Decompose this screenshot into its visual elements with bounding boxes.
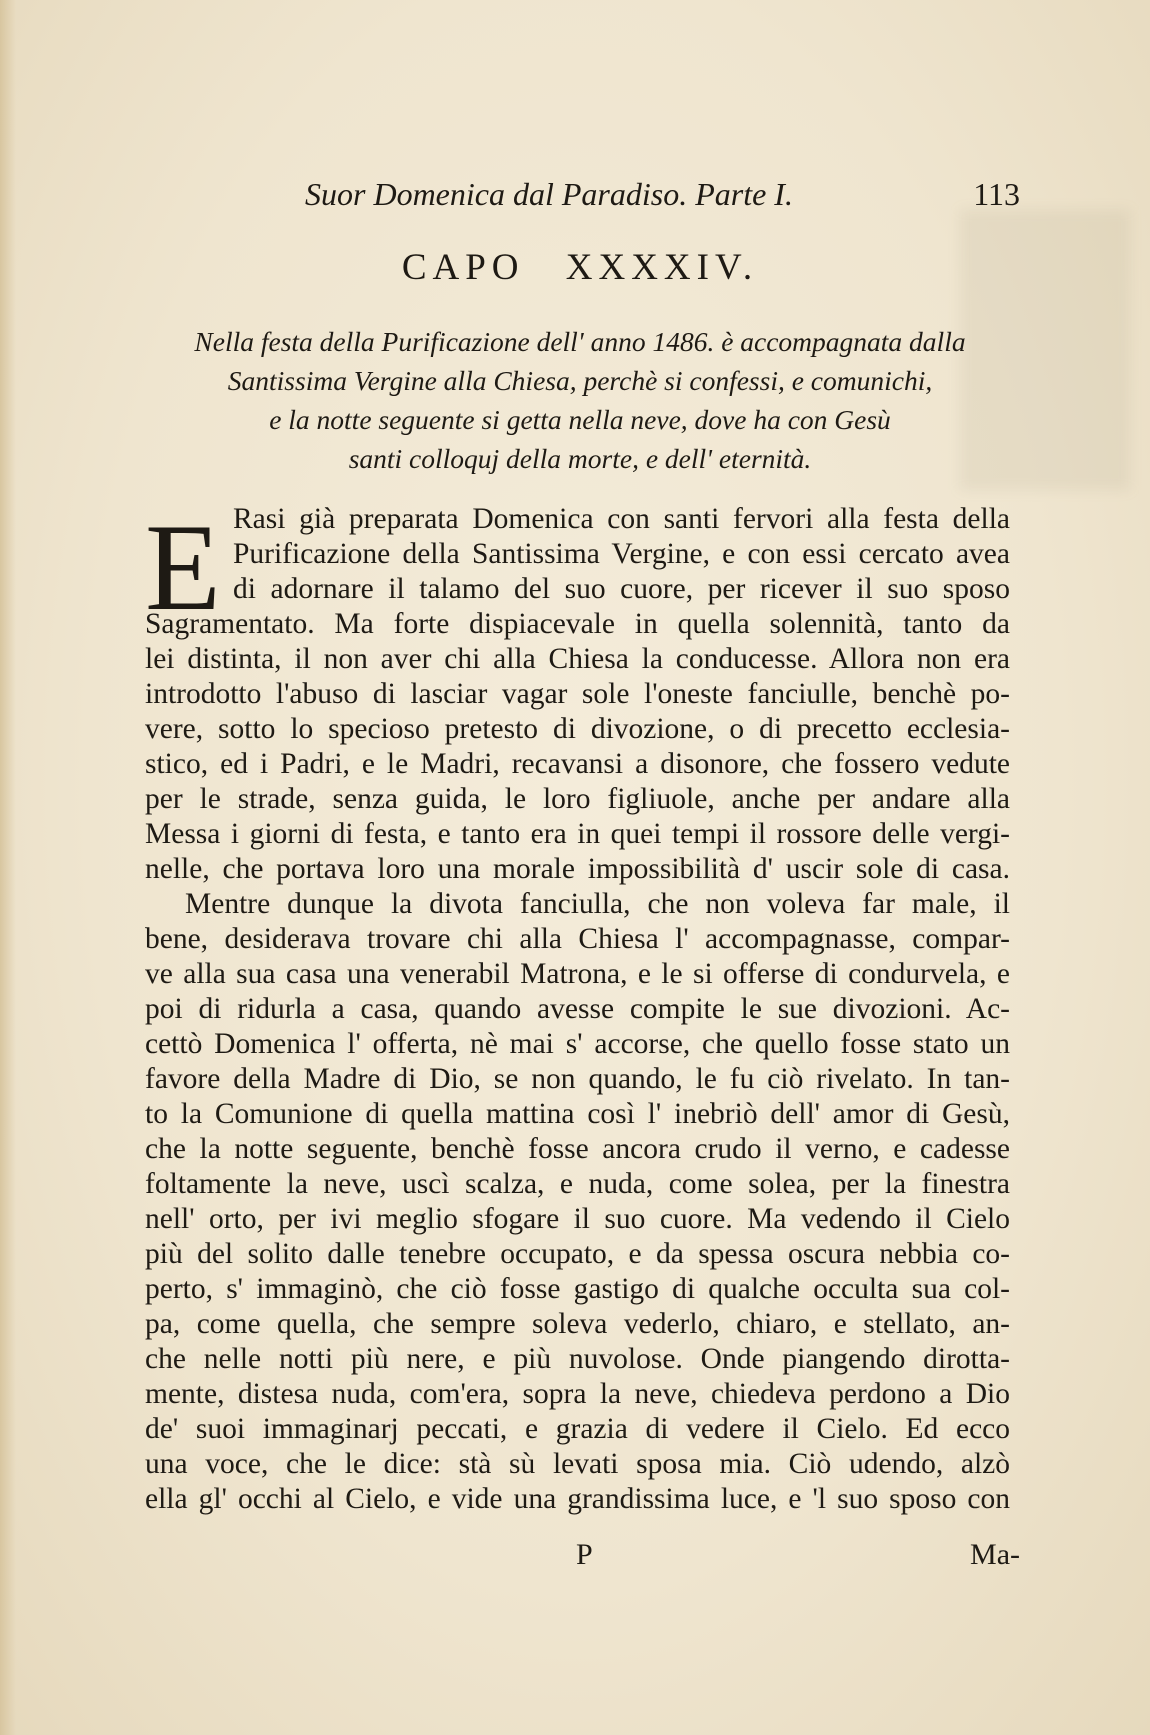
text-line: di adornare il talamo del suo cuore, per ricever il suo sposo: [233, 573, 1010, 605]
text-line: Sagramentato. Ma forte dispiacevale in quella solennità, tanto da: [145, 608, 1010, 640]
text-line: bene, desiderava trovare chi alla Chiesa l' accompagnasse, compar-: [145, 923, 1010, 955]
chapter-summary: [140, 322, 1020, 478]
text-line: vere, sotto lo specioso pretesto di divozione, o di precetto ecclesia-: [145, 713, 1010, 745]
text-line: per le strade, senza guida, le loro figliuole, anche per andare alla: [145, 783, 1010, 815]
text-line: una voce, che le dice: stà sù levati sposa mia. Ciò udendo, alzò: [145, 1448, 1010, 1480]
text-line: che la notte seguente, benchè fosse ancora crudo il verno, e cadesse: [145, 1133, 1010, 1165]
summary-line: Nella festa della Purificazione dell' anno 1486. è accompagnata dalla: [194, 326, 966, 357]
page-number: 113: [973, 176, 1020, 212]
text-line: Mentre dunque la divota fanciulla, che non voleva far male, il: [185, 888, 1010, 920]
body-text: [145, 499, 1010, 1517]
text-line: Messa i giorni di festa, e tanto era in quei tempi il rossore delle vergi-: [145, 818, 1010, 850]
text-line: pa, come quella, che sempre soleva vederlo, chiaro, e stellato, an-: [145, 1308, 1010, 1340]
text-line: ve alla sua casa una venerabil Matrona, e le si offerse di condurvela, e: [145, 958, 1010, 990]
running-head: [140, 176, 1020, 216]
summary-line: e la notte seguente si getta nella neve, dove ha con Gesù: [269, 404, 891, 435]
text-line: Rasi già preparata Domenica con santi fervori alla festa della: [233, 503, 1010, 535]
text-line: ella gl' occhi al Cielo, e vide una grandissima luce, e 'l suo sposo con: [145, 1483, 1010, 1515]
text-line: stico, ed i Padri, e le Madri, recavansi a disonore, che fossero vedute: [145, 748, 1010, 780]
text-line: nelle, che portava loro una morale impossibilità d' uscir sole di casa.: [145, 853, 1010, 885]
running-head-title: Suor Domenica dal Paradiso. Parte I.: [305, 176, 793, 212]
text-line: perto, s' immaginò, che ciò fosse gastigo di qualche occulta sua col-: [145, 1273, 1010, 1305]
drop-cap: E: [145, 499, 221, 636]
text-line: nell' orto, per ivi meglio sfogare il suo cuore. Ma vedendo il Cielo: [145, 1203, 1010, 1235]
text-line: mente, distesa nuda, com'era, sopra la neve, chiedeva perdono a Dio: [145, 1378, 1010, 1410]
catchword: Ma-: [970, 1538, 1020, 1571]
text-line: favore della Madre di Dio, se non quando, le fu ciò rivelato. In tan-: [145, 1063, 1010, 1095]
chapter-title: CAPO XXXXIV.: [401, 247, 759, 288]
text-line: de' suoi immaginarj peccati, e grazia di vedere il Cielo. Ed ecco: [145, 1413, 1010, 1445]
summary-line: santi colloquj della morte, e dell' eternità.: [348, 443, 812, 474]
signature-mark: P: [576, 1538, 593, 1571]
page-edge: [0, 0, 16, 1735]
text-line: to la Comunione di quella mattina così l' inebriò dell' amor di Gesù,: [145, 1098, 1010, 1130]
text-line: introdotto l'abuso di lasciar vagar sole l'oneste fanciulle, benchè po-: [145, 678, 1010, 710]
text-line: poi di ridurla a casa, quando avesse compite le sue divozioni. Ac-: [145, 993, 1010, 1025]
text-line: lei distinta, il non aver chi alla Chiesa la conducesse. Allora non era: [145, 643, 1010, 675]
text-line: più del solito dalle tenebre occupato, e da spessa oscura nebbia co-: [145, 1238, 1010, 1270]
text-line: foltamente la neve, uscì scalza, e nuda, come solea, per la finestra: [145, 1168, 1010, 1200]
text-line: Purificazione della Santissima Vergine, e con essi cercato avea: [233, 538, 1010, 570]
text-line: cettò Domenica l' offerta, nè mai s' accorse, che quello fosse stato un: [145, 1028, 1010, 1060]
summary-line: Santissima Vergine alla Chiesa, perchè si confessi, e comunichi,: [227, 365, 933, 396]
page-footer: [140, 1538, 1020, 1578]
text-line: che nelle notti più nere, e più nuvolose. Onde piangendo dirotta-: [145, 1343, 1010, 1375]
